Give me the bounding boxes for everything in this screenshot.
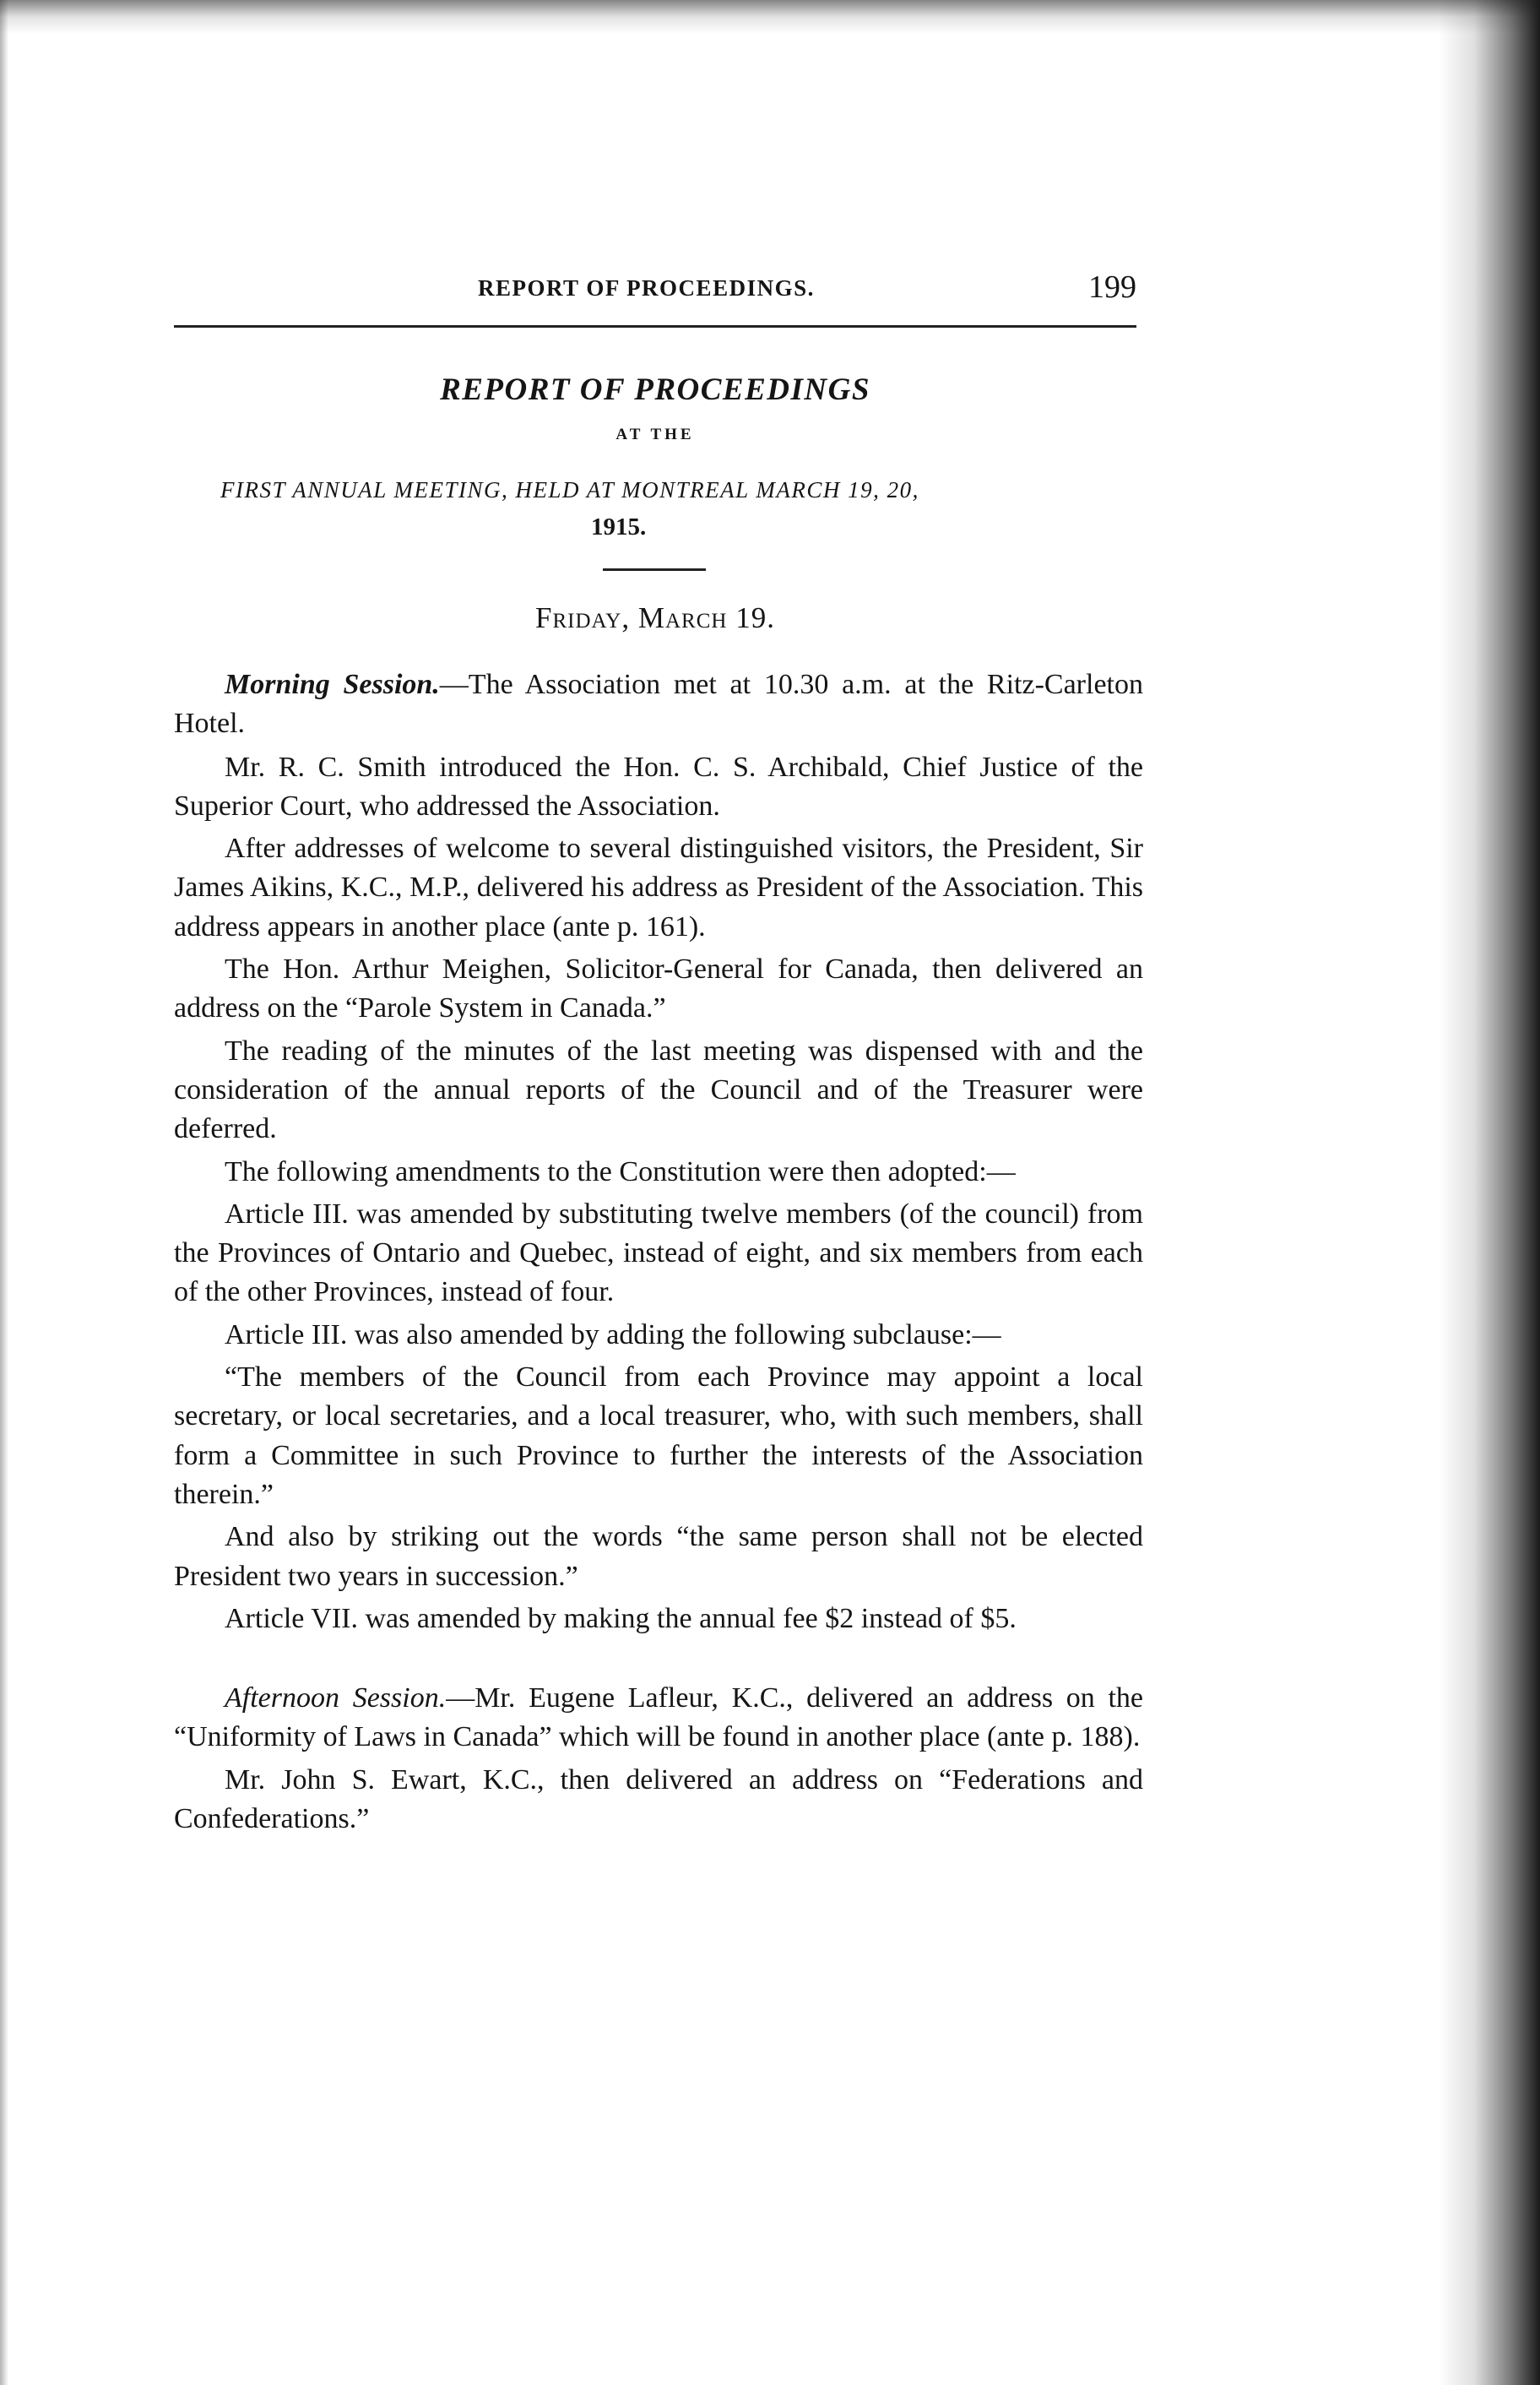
- morning-session-text: —The Association met at 10.30 a.m. at the Ritz-Carleton Hotel.: [174, 669, 1143, 740]
- paragraph: After addresses of welcome to several distinguished visitors, the President, Sir James Aikins, K.C., M.P., delivered his address as President of the Association. This address appears in another place (ante p. 161).: [174, 833, 1143, 943]
- main-title: REPORT OF PROCEEDINGS: [440, 372, 870, 407]
- paragraph: The Hon. Arthur Meighen, Solicitor-General for Canada, then delivered an address on the “Parole System in Canada.”: [174, 953, 1143, 1024]
- paragraph: Article VII. was amended by making the annual fee $2 instead of $5.: [225, 1602, 1017, 1634]
- title-divider: [603, 568, 706, 571]
- header-rule: [174, 325, 1136, 328]
- date-heading: Friday, March 19.: [535, 601, 775, 634]
- paragraph-morning-session: [174, 666, 1143, 744]
- meeting-year: 1915.: [591, 513, 647, 541]
- afternoon-session-text: —Mr. Eugene Lafleur, K.C., delivered an address on the “Uniformity of Laws in Canada” which will be found in another place (ante p. 188).: [174, 1682, 1144, 1753]
- running-head: [174, 269, 1136, 307]
- body-text: [174, 666, 1143, 1839]
- meeting-subtitle: FIRST ANNUAL MEETING, HELD AT MONTREAL MARCH 19, 20,: [220, 477, 919, 503]
- paragraph: Mr. John S. Ewart, K.C., then delivered an address on “Federations and Confederations.”: [174, 1763, 1143, 1835]
- running-head-title: REPORT OF PROCEEDINGS.: [478, 275, 815, 301]
- paragraph: Article III. was also amended by adding the following subclause:—: [225, 1318, 1001, 1350]
- paragraph: And also by striking out the words “the same person shall not be elected President two years in succession.”: [174, 1521, 1143, 1592]
- title-block: [174, 370, 1136, 446]
- page-number: 199: [1088, 269, 1136, 305]
- paragraph-afternoon-session: [174, 1679, 1143, 1758]
- paragraph: Mr. R. C. Smith introduced the Hon. C. S. Archibald, Chief Justice of the Superior Court, who addressed the Association.: [174, 751, 1143, 822]
- paragraph-quote: “The members of the Council from each Province may appoint a local secretary, or local secretaries, and a local treasurer, who, with such members, shall form a Committee in such Province to further the interests of the Association therein.”: [174, 1361, 1143, 1510]
- paragraph: Article III. was amended by substituting twelve members (of the council) from the Provinces of Ontario and Quebec, instead of eight, and six members from each of the other Provinces, instead of four.: [174, 1198, 1143, 1308]
- paragraph: The reading of the minutes of the last meeting was dispensed with and the consideration of the annual reports of the Council and of the Treasurer were deferred.: [174, 1035, 1143, 1145]
- paragraph: The following amendments to the Constitution were then adopted:—: [225, 1155, 1016, 1187]
- afternoon-session-label: Afternoon Session.: [225, 1682, 447, 1714]
- title-at-the: AT THE: [615, 426, 695, 443]
- morning-session-label: Morning Session.: [225, 669, 440, 700]
